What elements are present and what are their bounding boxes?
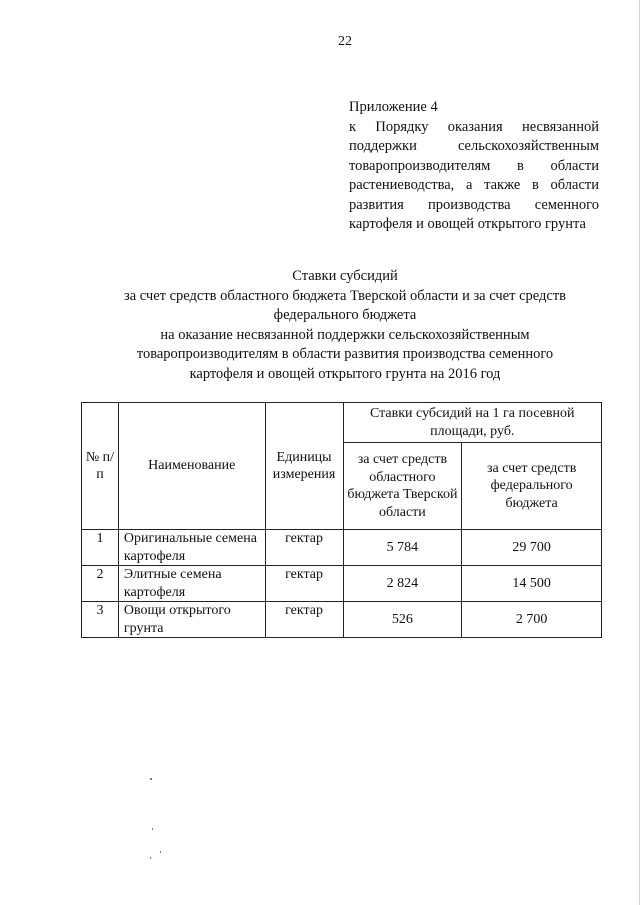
header-unit: Единицы измерения — [265, 403, 343, 530]
row-number: 1 — [82, 530, 119, 566]
row-regional: 526 — [343, 602, 462, 638]
table-row — [82, 566, 602, 602]
row-federal: 29 700 — [462, 530, 602, 566]
scan-speck — [150, 857, 151, 859]
header-federal: за счет средств федерального бюджета — [462, 443, 602, 530]
row-federal: 14 500 — [462, 566, 602, 602]
appendix-title: Приложение 4 — [349, 99, 438, 115]
row-number: 2 — [82, 566, 119, 602]
row-number: 3 — [82, 602, 119, 638]
scan-speck — [152, 828, 153, 830]
header-name: Наименование — [118, 403, 265, 530]
heading-line-5: товаропроизводителям в области развития производства семенного — [136, 346, 554, 362]
row-name: Оригинальные семена картофеля — [118, 530, 265, 566]
scan-speck — [160, 851, 161, 853]
scan-speck — [150, 778, 152, 780]
row-name: Элитные семена картофеля — [118, 566, 265, 602]
appendix-block — [349, 98, 599, 235]
row-unit: гектар — [265, 602, 343, 638]
appendix-text: к Порядку оказания несвязанной поддержки сельскохозяйственным товаропроизводителям в области растениеводства, а также в области развития производства семенного картофеля и овощей открытого грунта — [349, 118, 599, 232]
page-number: 22 — [338, 34, 352, 49]
heading-line-4: на оказание несвязанной поддержки сельскохозяйственным — [160, 326, 530, 343]
table-row — [82, 602, 602, 638]
heading-line-6: картофеля и овощей открытого грунта на 2016 год — [189, 365, 501, 382]
heading-line-1: Ставки субсидий — [292, 268, 398, 284]
row-unit: гектар — [265, 530, 343, 566]
table-row — [82, 530, 602, 566]
row-name: Овощи открытого грунта — [118, 602, 265, 638]
header-rates-group: Ставки субсидий на 1 га посевной площади, руб. — [343, 403, 601, 443]
subsidy-rates-table — [81, 402, 602, 638]
document-heading — [0, 267, 640, 384]
row-regional: 5 784 — [343, 530, 462, 566]
heading-line-2: за счет средств областного бюджета Тверской области и за счет средств — [123, 287, 567, 304]
header-number: № п/п — [82, 403, 119, 530]
row-unit: гектар — [265, 566, 343, 602]
header-regional: за счет средств областного бюджета Тверской области — [343, 443, 462, 530]
row-regional: 2 824 — [343, 566, 462, 602]
row-federal: 2 700 — [462, 602, 602, 638]
heading-line-3: федерального бюджета — [273, 307, 417, 323]
